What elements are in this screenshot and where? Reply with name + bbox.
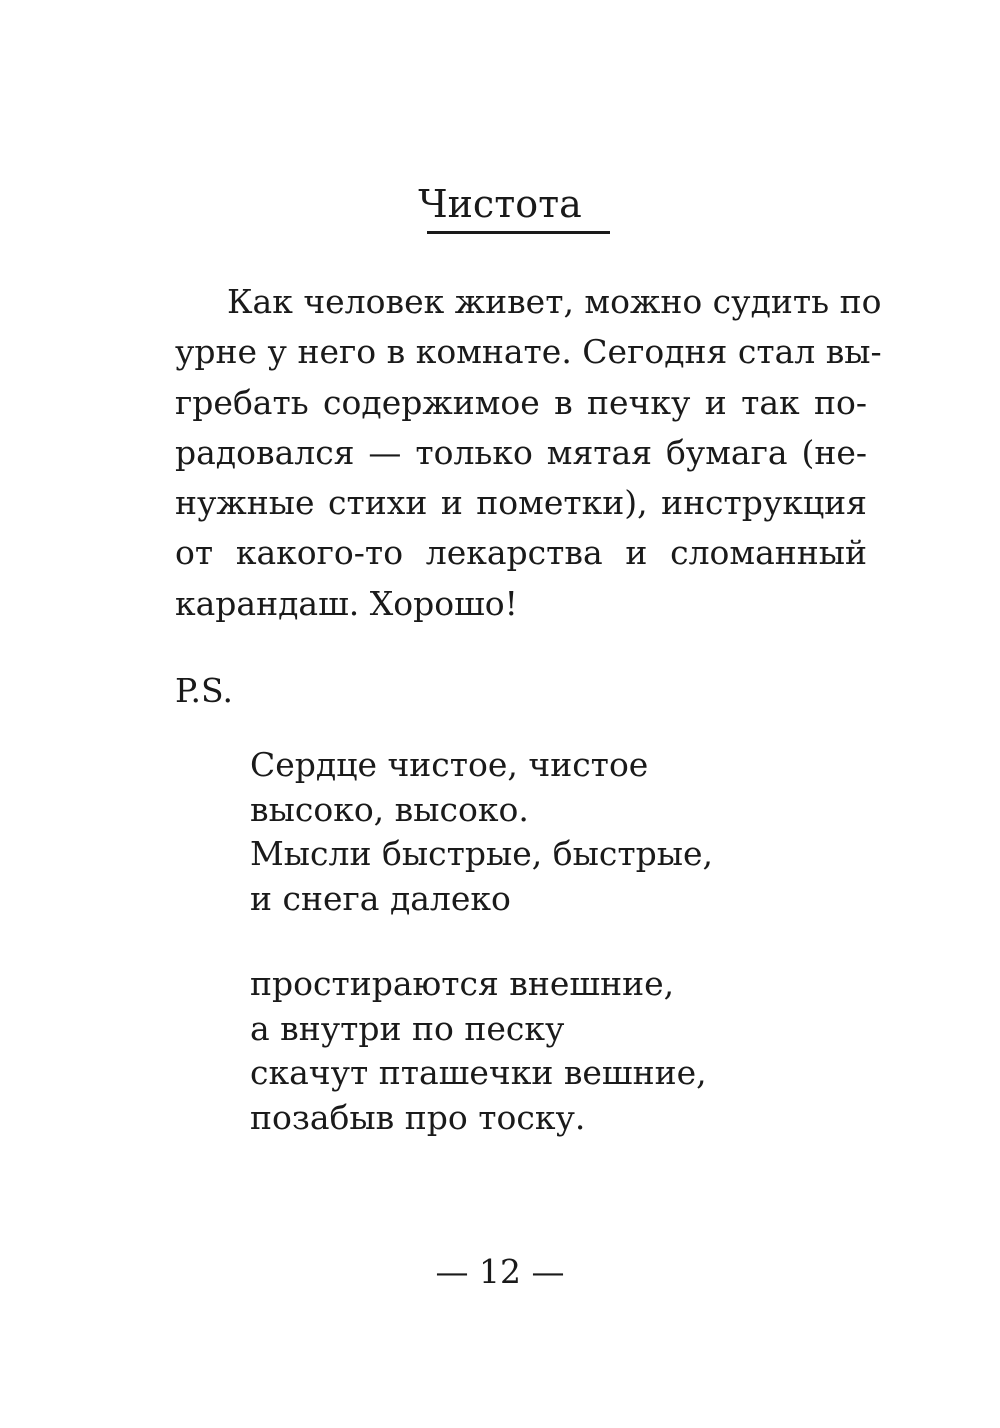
- paragraph-line: от какого-то лекарства и сломанный: [175, 533, 867, 573]
- poem-line: а внутри по песку: [250, 1008, 565, 1048]
- paragraph-line: урне у него в комнате. Сегодня стал вы-: [175, 332, 882, 372]
- title-underline: [427, 231, 610, 234]
- poem-line: высоко, высоко.: [250, 789, 529, 829]
- paragraph-line: гребать содержимое в печку и так по-: [175, 382, 867, 422]
- poem-line: простираются внешние,: [250, 964, 675, 1003]
- poem-line: скачут пташечки вешние,: [250, 1053, 707, 1092]
- poem-line: позабыв про тоску.: [250, 1097, 586, 1137]
- poem-line: Мысли быстрые, быстрые,: [250, 834, 714, 873]
- paragraph-line: Как человек живет, можно судить по: [227, 282, 882, 321]
- body-paragraph: [175, 277, 882, 629]
- paragraph-line: нужные стихи и пометки), инструкция: [175, 483, 867, 523]
- poem-stanza: [250, 743, 713, 921]
- paragraph-line: карандаш. Хорошо!: [175, 583, 518, 623]
- chapter-title: Чистота: [418, 182, 582, 226]
- poem-line: Сердце чистое, чистое: [250, 745, 649, 784]
- page-number: — 12 —: [435, 1252, 565, 1291]
- postscript-label: P.S.: [175, 671, 233, 710]
- poem-stanza: [250, 962, 707, 1140]
- poem-line: и снега далеко: [250, 878, 511, 918]
- paragraph-line: радовался — только мятая бумага (не-: [175, 432, 867, 472]
